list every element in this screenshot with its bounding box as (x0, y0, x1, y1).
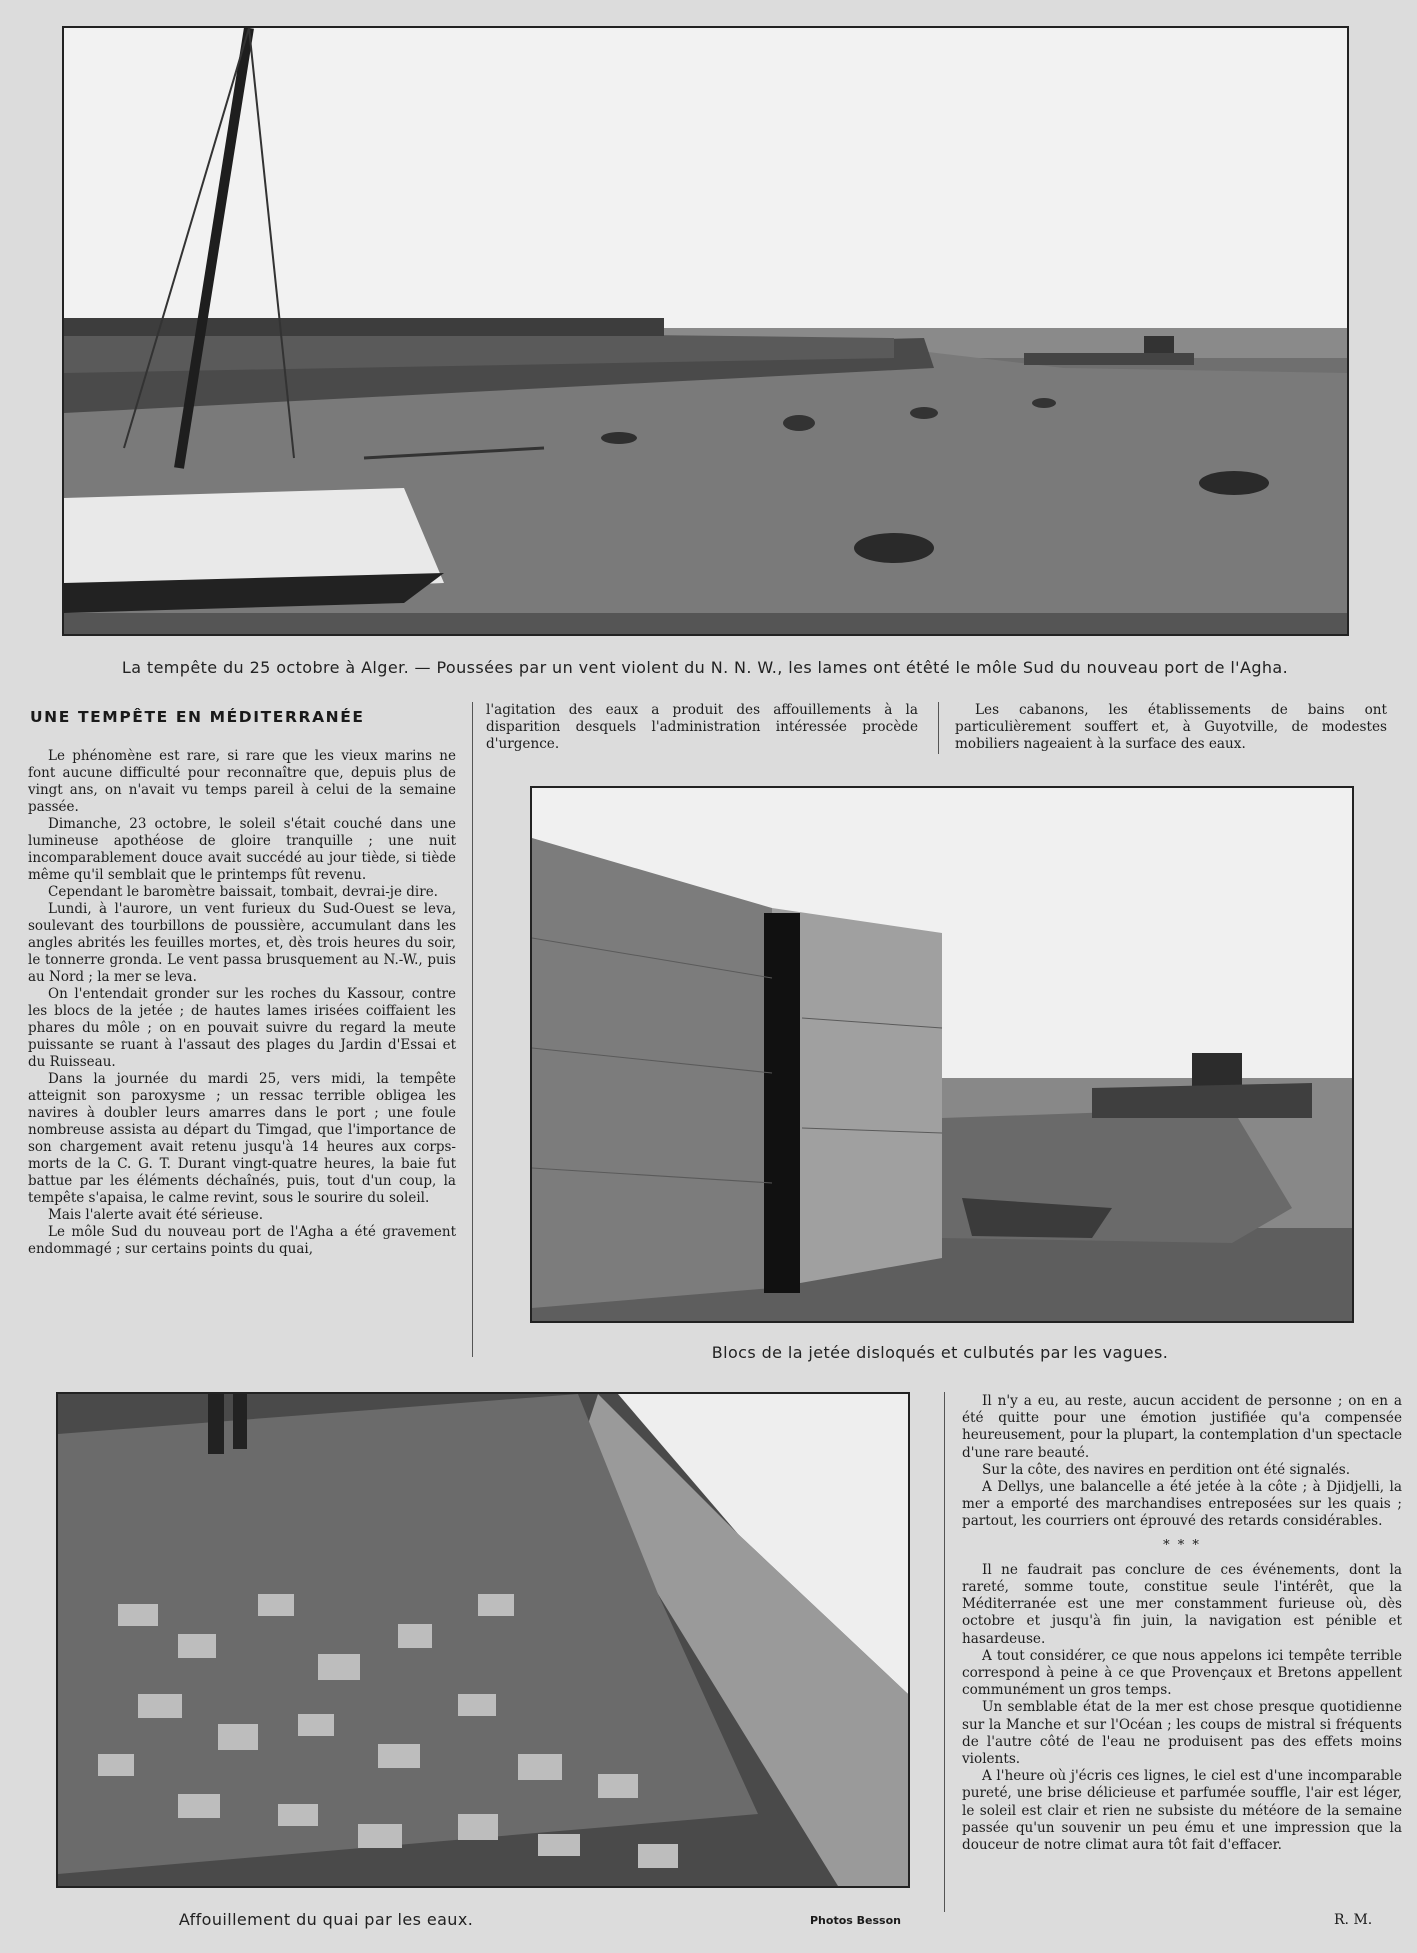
column-rule (944, 1392, 945, 1912)
paragraph: A l'heure où j'écris ces lignes, le ciel est d'une incomparable pureté, une brise délicieuse et parfumée souffle, l'air est léger, le soleil est clair et rien ne subsiste du météore de la semaine passée qu'un souvenir un peu ému et une impression que la douceur de notre climat aura tôt fait d'effacer. (962, 1768, 1402, 1854)
article-column-1 (28, 748, 456, 1258)
paragraph: Il n'y a eu, au reste, aucun accident de personne ; on en a été quitte pour une émotion justifiée qu'a compensée heureusement, pour la plupart, la contemplation d'un spectacle d'une rare beauté. (962, 1393, 1402, 1461)
caption-top-photo: La tempête du 25 octobre à Alger. — Poussées par un vent violent du N. N. W., les lames ont étêté le môle Sud du nouveau port de l'Agha. (121, 658, 1289, 677)
paragraph: On l'entendait gronder sur les roches du Kassour, contre les blocs de la jetée ; de hautes lames irisées coiffaient les phares du môle ; on en pouvait suivre du regard la meute puissante se ruant à l'assaut des plages du Jardin d'Essai et du Ruisseau. (28, 986, 456, 1070)
paragraph: Sur la côte, des navires en perdition ont été signalés. (982, 1461, 1351, 1478)
article-column-4 (962, 1393, 1402, 1854)
photo-undermined-quay (56, 1392, 910, 1888)
column-rule (938, 702, 939, 754)
paragraph: Le phénomène est rare, si rare que les vieux marins ne font aucune difficulté pour reconnaître que, depuis plus de vingt ans, on n'avait vu temps pareil à celui de la semaine passée. (28, 748, 456, 815)
paragraph: Les cabanons, les établissements de bains ont particulièrement souffert et, à Guyotville, de modestes mobiliers nageaient à la surface des eaux. (955, 702, 1387, 753)
photo-jetty-blocks (530, 786, 1354, 1323)
caption-middle-photo: Blocs de la jetée disloqués et culbutés par les vagues. (711, 1343, 1169, 1362)
article-column-2 (486, 702, 918, 754)
photo-credit: Photos Besson (810, 1914, 901, 1927)
paragraph: l'agitation des eaux a produit des affouillements à la disparition desquels l'administration intéressée procède d'urgence. (486, 702, 918, 753)
photo-harbour-mole (62, 26, 1349, 636)
paragraph: Dans la journée du mardi 25, vers midi, la tempête atteignit son paroxysme ; un ressac terrible obligea les navires à doubler leurs amarres dans le port ; une foule nombreuse assista au départ du Timgad, que l'importance de son chargement avait retenu jusqu'à 14 heures aux corps-morts de la C. G. T. Durant vingt-quatre heures, la baie fut battue par les éléments déchaînés, puis, tout d'un coup, la tempête s'apaisa, le calme revint, sous le sourire du soleil. (28, 1071, 456, 1206)
paragraph: A Dellys, une balancelle a été jetée à la côte ; à Djidjelli, la mer a emporté des marchandises entreposées sur les quais ; partout, les courriers ont éprouvé des retards considérables. (962, 1479, 1402, 1530)
column-rule (472, 702, 473, 1357)
article-headline: UNE TEMPÊTE EN MÉDITERRANÉE (30, 708, 365, 726)
author-signature: R. M. (1334, 1912, 1373, 1928)
section-asterism: * * * (1163, 1537, 1201, 1553)
caption-bottom-photo: Affouillement du quai par les eaux. (178, 1910, 474, 1929)
paragraph: Mais l'alerte avait été sérieuse. (48, 1207, 263, 1223)
paragraph: Un semblable état de la mer est chose presque quotidienne sur la Manche et sur l'Océan ; les coups de mistral si fréquents de l'autre côté de l'eau ne produisent pas des effets moins violents. (962, 1699, 1402, 1768)
paragraph: Dimanche, 23 octobre, le soleil s'était couché dans une lumineuse apothéose de gloire tranquille ; une nuit incomparablement douce avait succédé au jour tiède, si tiède même qu'il semblait que le printemps fût revenu. (28, 816, 456, 883)
paragraph: A tout considérer, ce que nous appelons ici tempête terrible correspond à peine à ce que Provençaux et Bretons appellent communément un gros temps. (962, 1647, 1402, 1699)
article-column-3 (955, 702, 1387, 754)
paragraph: Cependant le baromètre baissait, tombait, devrai-je dire. (48, 884, 438, 900)
paragraph: Lundi, à l'aurore, un vent furieux du Sud-Ouest se leva, soulevant des tourbillons de poussière, accumulant dans les angles abrités les feuilles mortes, et, dès trois heures du soir, le tonnerre gronda. Le vent passa brusquement au N.-W., puis au Nord ; la mer se leva. (28, 901, 456, 985)
paragraph: Il ne faudrait pas conclure de ces événements, dont la rareté, somme toute, constitue seule l'intérêt, que la Méditerranée est une mer constamment furieuse où, dès octobre et jusqu'à fin juin, la navigation est pénible et hasardeuse. (962, 1561, 1402, 1647)
paragraph: Le môle Sud du nouveau port de l'Agha a été gravement endommagé ; sur certains points du quai, (28, 1224, 456, 1257)
